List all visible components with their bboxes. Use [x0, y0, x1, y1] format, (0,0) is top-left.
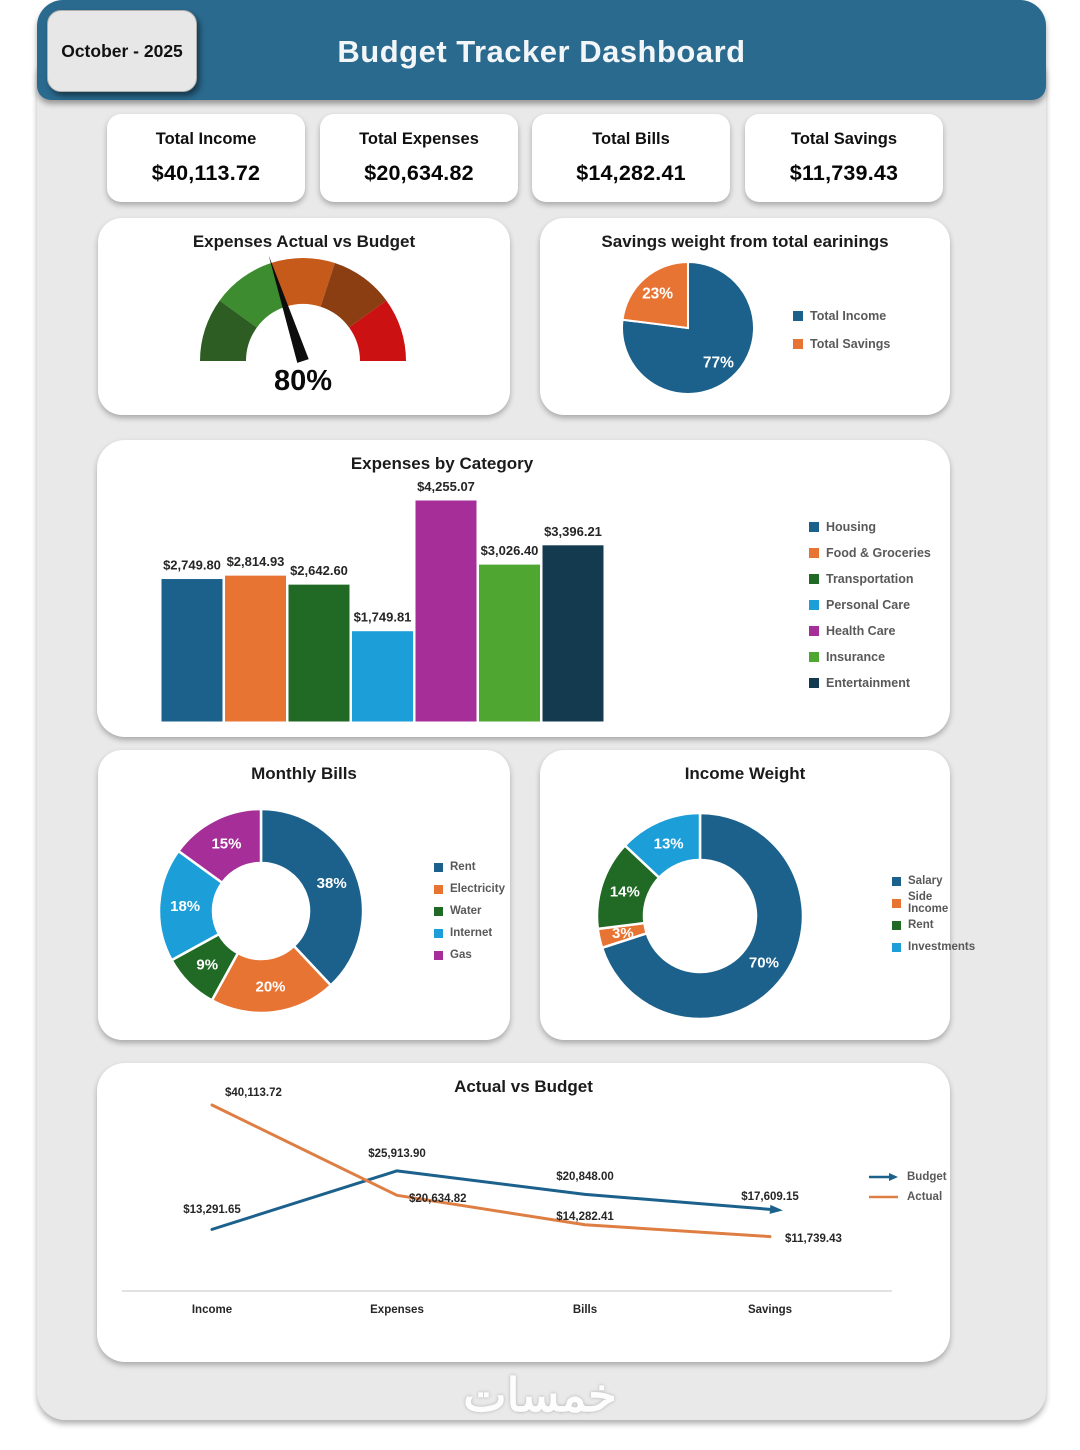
legend-item: [809, 644, 931, 670]
legend-item: [434, 900, 505, 922]
chart-legend: [892, 870, 975, 958]
kpi-card-total-bills: [532, 114, 730, 202]
expenses-bar-card: [97, 440, 950, 737]
svg-text:9%: 9%: [196, 956, 219, 974]
legend-swatch-icon: [809, 522, 819, 532]
svg-text:$40,113.72: $40,113.72: [225, 1087, 282, 1099]
svg-text:80%: 80%: [273, 365, 333, 397]
budget-arrow-line-icon: [869, 1172, 901, 1182]
legend-swatch-icon: [892, 899, 901, 908]
legend-swatch-icon: [809, 626, 819, 636]
svg-text:38%: 38%: [316, 875, 347, 893]
period-badge-label: October - 2025: [61, 40, 183, 61]
svg-text:14%: 14%: [609, 883, 640, 901]
kpi-card-total-savings: [745, 114, 943, 202]
legend-swatch-icon: [809, 548, 819, 558]
svg-text:$20,848.00: $20,848.00: [556, 1171, 614, 1183]
chart-legend: [434, 856, 505, 966]
income-weight-card: [540, 750, 976, 1040]
legend-swatch-icon: [892, 921, 901, 930]
legend-swatch-icon: [809, 652, 819, 662]
svg-text:20%: 20%: [255, 978, 286, 996]
legend-item: [809, 566, 931, 592]
legend-item: [869, 1187, 947, 1207]
legend-item: [809, 540, 931, 566]
kpi-value: $40,113.72: [151, 161, 261, 185]
kpi-label: Total Savings: [790, 130, 898, 148]
legend-item: [809, 670, 931, 696]
legend-item: [892, 914, 975, 936]
chart-legend: [869, 1167, 947, 1207]
kpi-label: Total Bills: [592, 130, 670, 148]
period-badge: [47, 10, 197, 92]
svg-text:13%: 13%: [653, 835, 684, 853]
legend-label: Gas: [450, 949, 472, 961]
legend-label: Internet: [450, 927, 493, 939]
legend-swatch-icon: [809, 678, 819, 688]
legend-swatch-icon: [434, 863, 443, 872]
income-weight-chart: [540, 750, 976, 1040]
legend-label: Insurance: [826, 650, 886, 664]
legend-label: Food & Groceries: [826, 546, 931, 560]
svg-text:15%: 15%: [211, 835, 242, 853]
gauge-chart-title: Expenses Actual vs Budget: [192, 232, 416, 251]
monthly-bills-card: [98, 750, 510, 1040]
svg-text:$14,282.41: $14,282.41: [556, 1211, 614, 1223]
legend-label: Budget: [907, 1171, 947, 1183]
svg-text:$25,913.90: $25,913.90: [368, 1148, 426, 1160]
monthly-bills-title: Monthly Bills: [251, 764, 357, 783]
chart-legend: [809, 514, 931, 696]
actual-budget-chart: [97, 1063, 950, 1362]
actual-budget-card: [97, 1063, 950, 1362]
expenses-bar-title: Expenses by Category: [350, 454, 534, 473]
kpi-value: $14,282.41: [576, 161, 686, 185]
svg-text:18%: 18%: [170, 898, 201, 916]
svg-text:$3,026.40: $3,026.40: [480, 543, 539, 559]
svg-text:$1,749.81: $1,749.81: [353, 609, 412, 625]
legend-swatch-icon: [434, 907, 443, 916]
legend-item: [892, 870, 975, 892]
legend-label: Health Care: [826, 624, 896, 638]
svg-text:3%: 3%: [612, 925, 634, 943]
kpi-label: Total Expenses: [359, 130, 479, 148]
legend-label: Rent: [908, 919, 934, 931]
legend-label: Personal Care: [826, 598, 911, 612]
kpi-card-total-income: [107, 114, 305, 202]
savings-pie-title: Savings weight from total earinings: [601, 232, 889, 251]
actual-line-icon: [869, 1192, 901, 1202]
savings-pie-card: [540, 218, 950, 415]
legend-label: Side Income: [908, 891, 949, 915]
svg-text:77%: 77%: [702, 354, 734, 372]
legend-label: Entertainment: [826, 676, 911, 690]
legend-item: [869, 1167, 947, 1187]
legend-item: [809, 514, 931, 540]
legend-item: [434, 922, 505, 944]
svg-text:$2,642.60: $2,642.60: [290, 563, 348, 579]
legend-swatch-icon: [809, 574, 819, 584]
legend-label: Housing: [826, 520, 876, 534]
monthly-bills-chart: [98, 750, 510, 1040]
legend-swatch-icon: [434, 951, 443, 960]
svg-text:Income: Income: [191, 1304, 233, 1316]
legend-swatch-icon: [434, 885, 443, 894]
svg-text:Expenses: Expenses: [370, 1304, 424, 1316]
svg-text:23%: 23%: [642, 285, 674, 303]
svg-text:$17,609.15: $17,609.15: [741, 1191, 799, 1203]
legend-label: Transportation: [826, 572, 914, 586]
legend-item: [434, 878, 505, 900]
legend-label: Total Income: [810, 309, 887, 323]
legend-item: [434, 944, 505, 966]
income-weight-title: Income Weight: [684, 764, 806, 783]
svg-text:$3,396.21: $3,396.21: [544, 523, 602, 539]
expenses-bar-chart: [97, 440, 950, 737]
gauge-card: [98, 218, 510, 415]
legend-label: Water: [450, 905, 482, 917]
legend-swatch-icon: [892, 943, 901, 952]
kpi-value: $11,739.43: [789, 161, 899, 185]
legend-swatch-icon: [793, 339, 803, 349]
actual-budget-title: Actual vs Budget: [454, 1077, 593, 1096]
legend-item: [793, 302, 890, 330]
header-bar: [37, 0, 1046, 100]
svg-text:$13,291.65: $13,291.65: [183, 1204, 241, 1216]
svg-text:Bills: Bills: [572, 1304, 598, 1316]
legend-label: Total Savings: [810, 337, 891, 351]
legend-swatch-icon: [793, 311, 803, 321]
chart-legend: [793, 302, 890, 358]
legend-label: Actual: [907, 1191, 943, 1203]
legend-item: [892, 892, 975, 914]
legend-item: [892, 936, 975, 958]
legend-swatch-icon: [809, 600, 819, 610]
svg-text:$4,255.07: $4,255.07: [417, 479, 475, 494]
kpi-label: Total Income: [155, 130, 257, 148]
svg-text:$20,634.82: $20,634.82: [409, 1193, 467, 1205]
kpi-card-total-expenses: [320, 114, 518, 202]
legend-item: [809, 618, 931, 644]
legend-label: Investments: [908, 941, 976, 953]
legend-label: Electricity: [450, 883, 505, 895]
svg-text:70%: 70%: [748, 954, 779, 972]
page-title: Budget Tracker Dashboard: [337, 34, 746, 69]
svg-text:$2,749.80: $2,749.80: [163, 557, 221, 573]
svg-text:Savings: Savings: [747, 1304, 793, 1316]
svg-text:$2,814.93: $2,814.93: [226, 554, 285, 570]
legend-item: [793, 330, 890, 358]
legend-swatch-icon: [892, 877, 901, 886]
legend-label: Salary: [908, 875, 943, 887]
legend-swatch-icon: [434, 929, 443, 938]
legend-item: [809, 592, 931, 618]
svg-text:$11,739.43: $11,739.43: [785, 1233, 842, 1245]
kpi-value: $20,634.82: [364, 161, 474, 185]
legend-label: Rent: [450, 861, 476, 873]
legend-item: [434, 856, 505, 878]
watermark-text: خمسات: [463, 1369, 617, 1421]
